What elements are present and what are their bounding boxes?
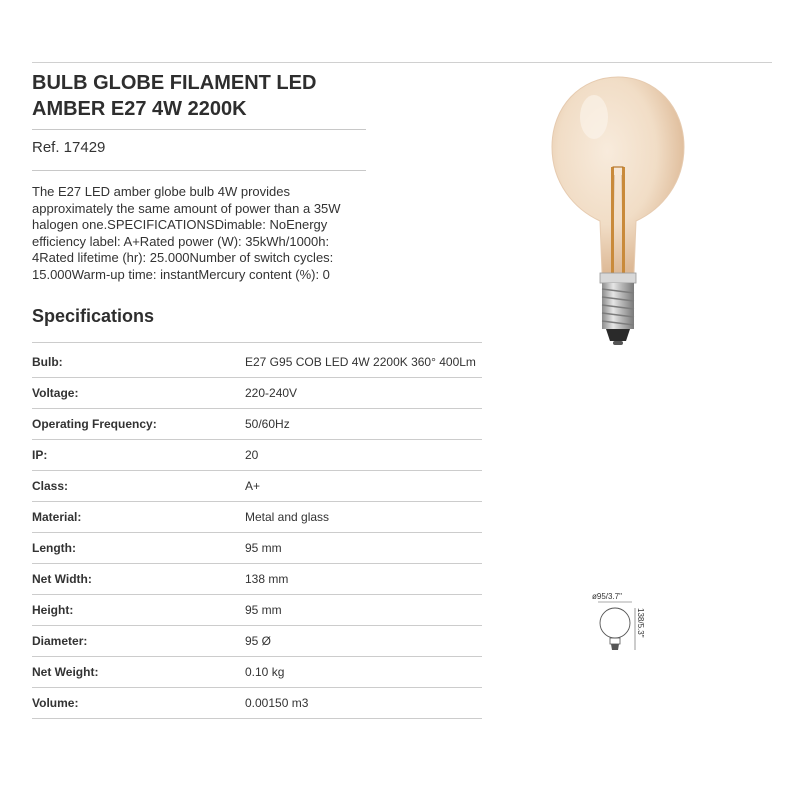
contact-point <box>613 341 623 345</box>
top-divider <box>32 62 772 63</box>
spec-row-voltage <box>32 378 482 409</box>
spec-row-net-width <box>32 564 482 595</box>
spec-value: 95 mm <box>245 603 282 617</box>
spec-row-volume <box>32 688 482 719</box>
spec-value: 95 Ø <box>245 634 272 648</box>
spec-value: 0.10 kg <box>245 665 285 679</box>
product-description: The E27 LED amber globe bulb 4W provides approximately the same amount of power than a 35W halogen one.SPECIFICATIONSDimable: NoEnergy efficiency label: A+Rated power (W): 35kWh/1000h: 4Rated lifetime (hr): 25.000Number of switch cycles: 15.000Warm-up time: instantMercury content (%): 0 <box>32 184 341 282</box>
spec-label: Diameter: <box>32 634 88 648</box>
neck-outline <box>610 638 620 644</box>
product-reference: Ref. 17429 <box>32 139 106 156</box>
base-outline <box>611 644 619 650</box>
spec-label: Bulb: <box>32 355 63 369</box>
title-divider <box>32 129 366 130</box>
spec-label: Class: <box>32 479 69 493</box>
spec-row-net-weight <box>32 657 482 688</box>
spec-label: Net Width: <box>32 572 92 586</box>
spec-label: Height: <box>32 603 74 617</box>
screw-base <box>602 283 634 329</box>
spec-value: 20 <box>245 448 259 462</box>
spec-row-length <box>32 533 482 564</box>
spec-row-bulb <box>32 343 482 378</box>
spec-value: 0.00150 m3 <box>245 696 309 710</box>
height-label: 138/5.3" <box>636 608 645 638</box>
bulb-glass <box>552 77 684 273</box>
spec-label: Volume: <box>32 696 79 710</box>
spec-value: A+ <box>245 479 261 493</box>
spec-value: Metal and glass <box>245 510 330 524</box>
bulb-product-image <box>548 75 688 355</box>
reference-divider <box>32 170 366 171</box>
spec-value: 138 mm <box>245 572 289 586</box>
spec-label: Net Weight: <box>32 665 99 679</box>
spec-row-frequency <box>32 409 482 440</box>
specifications-table <box>32 342 482 719</box>
spec-label: Length: <box>32 541 76 555</box>
diameter-label: ø95/3.7" <box>592 592 622 601</box>
spec-label: Material: <box>32 510 82 524</box>
spec-value: 50/60Hz <box>245 417 290 431</box>
spec-row-diameter <box>32 626 482 657</box>
bulb-outline <box>600 608 630 638</box>
contact-tip <box>606 329 630 341</box>
spec-value: 95 mm <box>245 541 282 555</box>
spec-row-ip <box>32 440 482 471</box>
bulb-collar <box>600 273 636 283</box>
glass-highlight <box>580 95 608 139</box>
spec-label: Voltage: <box>32 386 79 400</box>
spec-label: Operating Frequency: <box>32 417 157 431</box>
specifications-heading: Specifications <box>32 306 155 326</box>
spec-row-height <box>32 595 482 626</box>
spec-label: IP: <box>32 448 48 462</box>
spec-value: 220-240V <box>245 386 298 400</box>
dimension-drawing <box>588 588 648 658</box>
spec-row-class <box>32 471 482 502</box>
product-title: BULB GLOBE FILAMENT LED AMBER E27 4W 2200K <box>32 72 317 120</box>
spec-value: E27 G95 COB LED 4W 2200K 360° 400Lm <box>245 355 476 369</box>
spec-row-material <box>32 502 482 533</box>
